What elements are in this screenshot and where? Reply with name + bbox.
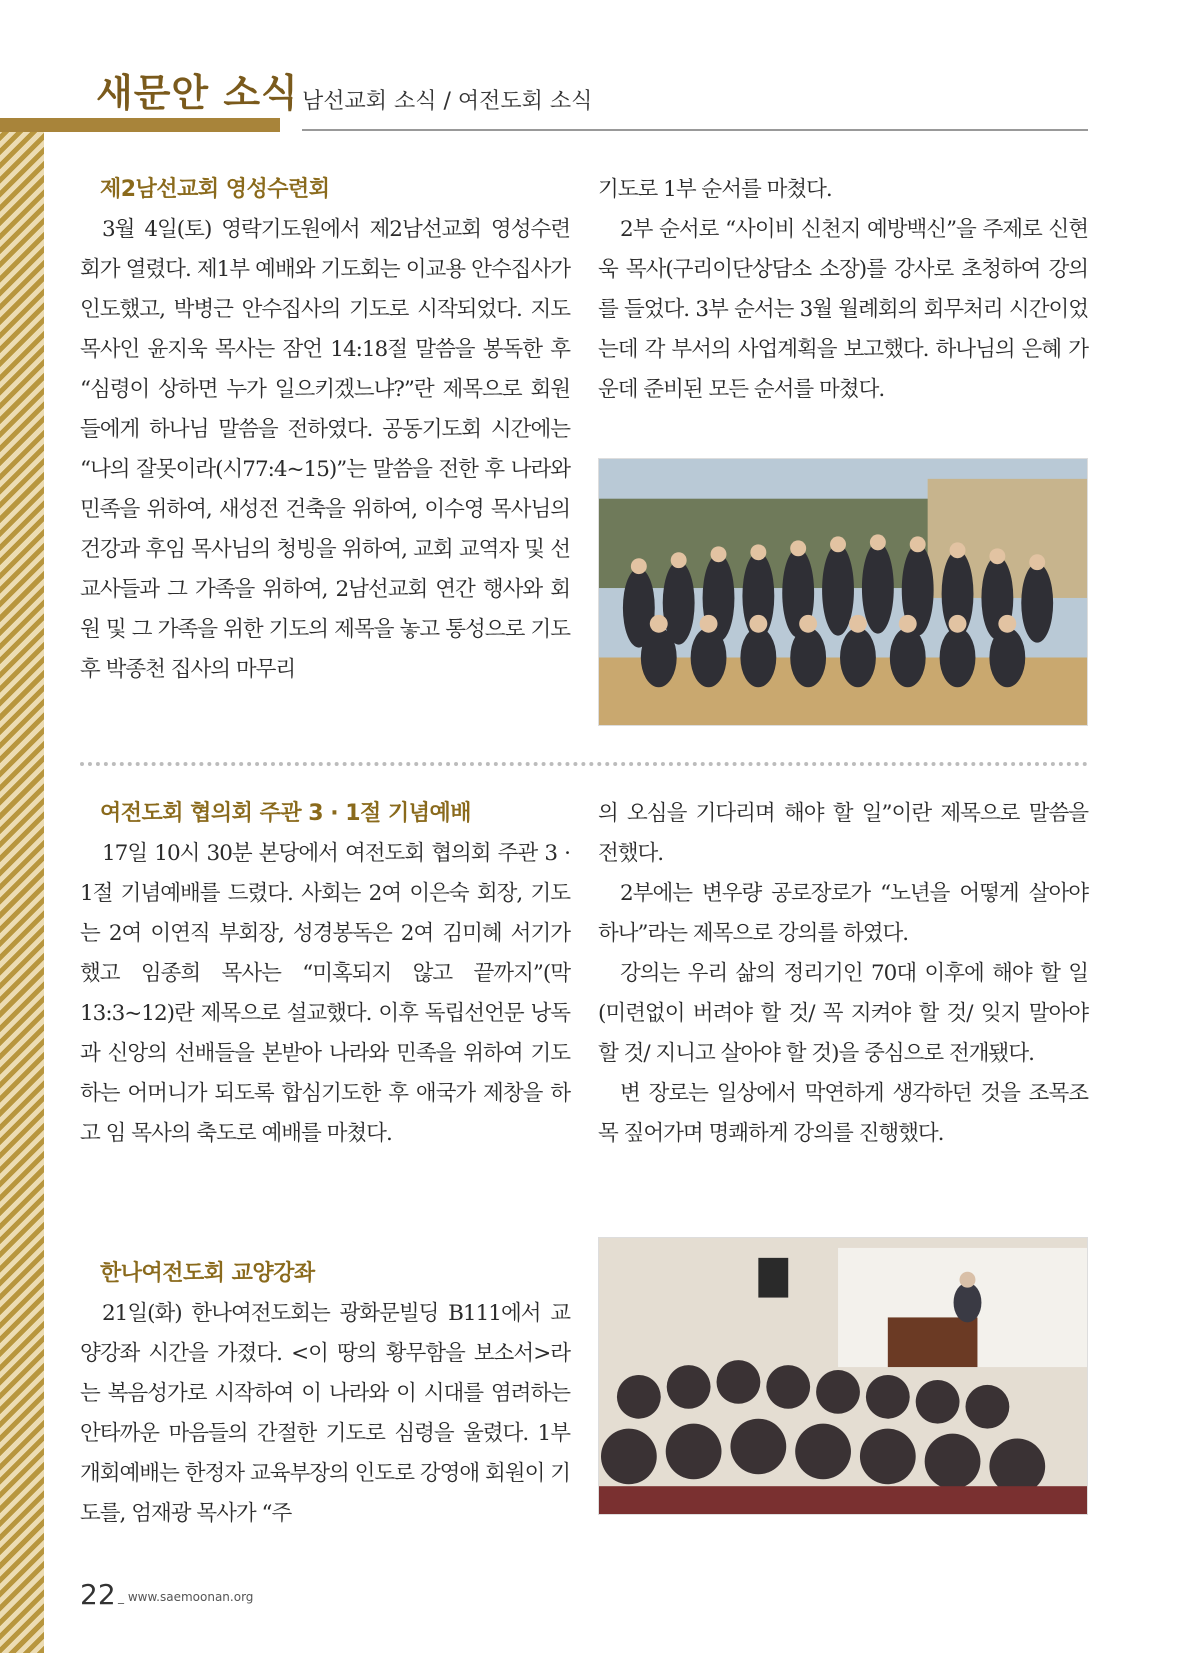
footer-separator: _ — [118, 1590, 124, 1604]
article2-left-column — [80, 794, 570, 1154]
article2-heading: 여전도회 협의회 주관 3 · 1절 기념예배 — [100, 801, 471, 826]
article3-body-left: 21일(화) 한나여전도회는 광화문빌딩 B111에서 교양강좌 시간을 가졌다. <이 땅의 황무함을 보소서>라는 복음성가로 시작하여 이 나라와 이 시대를 염려하는 안타까운 마음들의 간절한 기도로 심령을 울렸다. 1부 개회예배는 한정자 교육부장의 인도로 강영애 회원이 기도를, 엄재광 목사가 “주 — [80, 1301, 570, 1526]
retreat-group-photo — [598, 458, 1088, 726]
lecture-photo — [598, 1237, 1088, 1515]
article2-body-right-3: 강의는 우리 삶의 정리기인 70대 이후에 해야 할 일(미련없이 버려야 할 것/ 꼭 지켜야 할 것/ 잊지 말아야 할 것/ 지니고 살아야 할 것)을 중심으로 전개됐다. — [598, 961, 1088, 1066]
article2-body-right-2: 2부에는 변우량 공로장로가 “노년을 어떻게 살아야 하나”라는 제목으로 강의를 하였다. — [598, 881, 1088, 946]
article1-body-right-1: 기도로 1부 순서를 마쳤다. — [598, 177, 832, 202]
article2-body-right-4: 변 장로는 일상에서 막연하게 생각하던 것을 조목조목 짚어가며 명쾌하게 강의를 진행했다. — [598, 1081, 1088, 1146]
footer-website: www.saemoonan.org — [127, 1590, 254, 1604]
decorative-side-stripe — [0, 120, 44, 1653]
article1-heading: 제2남선교회 영성수련회 — [100, 177, 330, 202]
header-rule — [302, 129, 1088, 131]
section-divider — [80, 762, 1088, 766]
article2-body-left: 17일 10시 30분 본당에서 여전도회 협의회 주관 3 · 1절 기념예배를 드렸다. 사회는 2여 이은숙 회장, 기도는 2여 이연직 부회장, 성경봉독은 2여 김미혜 서기가 했고 임종희 목사는 “미혹되지 않고 끝까지”(막13:3~12)란 제목으로 설교했다. 이후 독립선언문 낭독과 신앙의 선배들을 본받아 나라와 민족을 위하여 기도하는 어머니가 되도록 합심기도한 후 애국가 제창을 하고 임 목사의 축도로 예배를 마쳤다. — [80, 841, 570, 1146]
article1-body-left: 3월 4일(토) 영락기도원에서 제2남선교회 영성수련회가 열렸다. 제1부 예배와 기도회는 이교용 안수집사가 인도했고, 박병근 안수집사의 기도로 시작되었다. 지도목사인 윤지욱 목사는 잠언 14:18절 말씀을 봉독한 후 “심령이 상하면 누가 일으키겠느냐?”란 제목으로 회원들에게 하나님 말씀을 전하였다. 공동기도회 시간에는 “나의 잘못이라(시77:4~15)”는 말씀을 전한 후 나라와 민족을 위하여, 새성전 건축을 위하여, 이수영 목사님의 건강과 후임 목사님의 청빙을 위하여, 교회 교역자 및 선교사들과 그 가족을 위하여, 2남선교회 연간 행사와 회원 및 그 가족을 위한 기도의 제목을 놓고 통성으로 기도 후 박종천 집사의 마무리 — [80, 217, 570, 682]
article1-body-right-2: 2부 순서로 “사이비 신천지 예방백신”을 주제로 신현욱 목사(구리이단상담소 소장)를 강사로 초청하여 강의를 들었다. 3부 순서는 3월 월례회의 회무처리 시간이었는데 각 부서의 사업계획을 보고했다. 하나님의 은혜 가운데 준비된 모든 순서를 마쳤다. — [598, 217, 1088, 402]
article2-body-right-1: 의 오심을 기다리며 해야 할 일”이란 제목으로 말씀을 전했다. — [598, 801, 1088, 866]
footer-url — [118, 1590, 253, 1604]
article1-left-column — [80, 170, 570, 690]
section-title: 새문안 소식 — [96, 71, 299, 115]
section-subtitle: 남선교회 소식 / 여전도회 소식 — [302, 89, 593, 114]
page-number: 22 — [80, 1578, 116, 1611]
article3-heading: 한나여전도회 교양강좌 — [100, 1261, 315, 1286]
header-accent-bar — [0, 118, 280, 132]
article1-right-column — [598, 170, 1088, 410]
article2-right-column — [598, 794, 1088, 1154]
article3-left-column — [80, 1254, 570, 1534]
